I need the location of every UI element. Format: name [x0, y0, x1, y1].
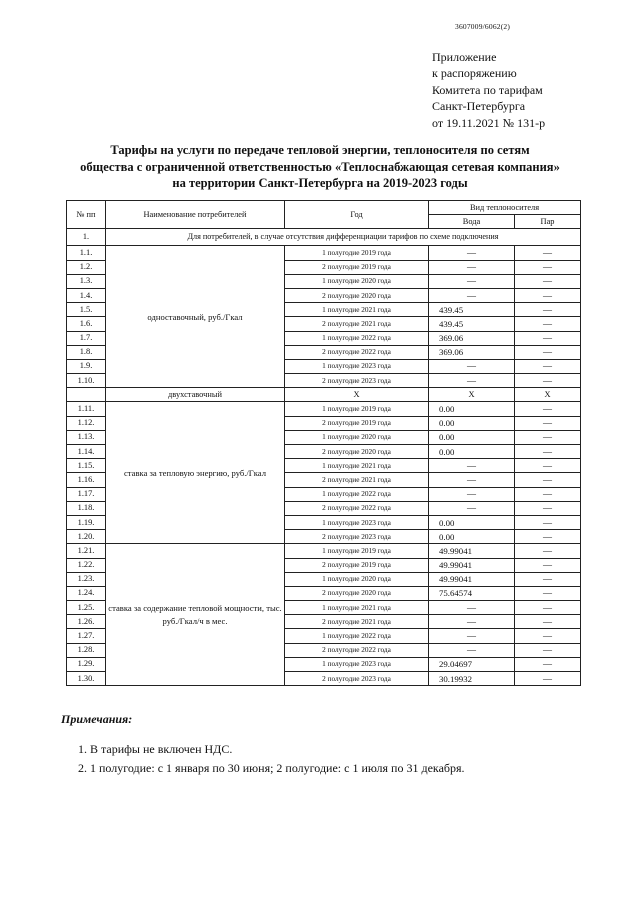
notes-list: [78, 740, 465, 777]
water-value: —: [429, 260, 515, 274]
period-cell: 2 полугодие 2022 года: [285, 345, 429, 359]
section-text: Для потребителей, в случае отсутствия дифференциации тарифов по схеме подключения: [106, 229, 581, 246]
row-number: 1.10.: [67, 374, 106, 388]
water-value: —: [429, 246, 515, 260]
steam-value: —: [515, 544, 581, 558]
row-number: 1.9.: [67, 359, 106, 373]
consumer-category: ставка за тепловую энергию, руб./Гкал: [106, 402, 285, 544]
water-value: 0.00: [429, 430, 515, 444]
steam-value: —: [515, 416, 581, 430]
steam-value: —: [515, 558, 581, 572]
water-value: 0.00: [429, 402, 515, 416]
water-value: 0.00: [429, 515, 515, 529]
steam-value: —: [515, 501, 581, 515]
water-value: —: [429, 643, 515, 657]
period-cell: 2 полугодие 2020 года: [285, 445, 429, 459]
water-value: —: [429, 359, 515, 373]
water-value: 30.19932: [429, 672, 515, 686]
period-cell: 2 полугодие 2022 года: [285, 501, 429, 515]
water-value: —: [429, 274, 515, 288]
section-num: 1.: [67, 229, 106, 246]
period-cell: 1 полугодие 2021 года: [285, 601, 429, 615]
consumer-category: одноставочный, руб./Гкал: [106, 246, 285, 388]
row-number: 1.8.: [67, 345, 106, 359]
steam-value: —: [515, 303, 581, 317]
water-value: 369.06: [429, 331, 515, 345]
period-cell: 2 полугодие 2023 года: [285, 530, 429, 544]
water-value: 369.06: [429, 345, 515, 359]
period-cell: 1 полугодие 2020 года: [285, 274, 429, 288]
steam-value: —: [515, 515, 581, 529]
document-id: 3607009/6062(2): [455, 22, 511, 31]
note-item: 1. В тарифы не включен НДС.: [78, 742, 233, 756]
period-cell: 1 полугодие 2019 года: [285, 246, 429, 260]
steam-value: —: [515, 487, 581, 501]
appendix-line: Приложение: [432, 50, 497, 64]
row-number: 1.11.: [67, 402, 106, 416]
steam-value: —: [515, 246, 581, 260]
period-cell: 2 полугодие 2021 года: [285, 615, 429, 629]
steam-value: —: [515, 260, 581, 274]
steam-value: —: [515, 643, 581, 657]
steam-value: —: [515, 331, 581, 345]
appendix-line: от 19.11.2021 № 131-р: [432, 115, 546, 130]
period-cell: 1 полугодие 2020 года: [285, 430, 429, 444]
row-number: 1.25.: [67, 601, 106, 615]
title-line: Тарифы на услуги по передаче тепловой энергии, теплоносителя по сетям: [110, 143, 530, 157]
header-num: № пп: [67, 201, 106, 229]
water-value: 0.00: [429, 530, 515, 544]
consumer-category: двухставочный: [106, 388, 285, 402]
steam-value: —: [515, 288, 581, 302]
water-value: 0.00: [429, 445, 515, 459]
row-number: 1.28.: [67, 643, 106, 657]
row-number: 1.18.: [67, 501, 106, 515]
water-value: 49.99041: [429, 544, 515, 558]
appendix-line: Комитета по тарифам: [432, 82, 543, 97]
note-item: 2. 1 полугодие: с 1 января по 30 июня; 2 полугодие: с 1 июля по 31 декабря.: [78, 760, 465, 775]
period-cell: 1 полугодие 2021 года: [285, 303, 429, 317]
water-value: 29.04697: [429, 657, 515, 671]
table-row: [67, 402, 581, 416]
steam-value: —: [515, 345, 581, 359]
section-row: [67, 229, 581, 246]
water-value: —: [429, 615, 515, 629]
document-title: [40, 142, 600, 192]
period-cell: 2 полугодие 2021 года: [285, 317, 429, 331]
period-cell: 2 полугодие 2019 года: [285, 416, 429, 430]
consumer-category: ставка за содержание тепловой мощности, тыс. руб./Гкал/ч в мес.: [106, 544, 285, 686]
row-number: 1.20.: [67, 530, 106, 544]
period-cell: 2 полугодие 2020 года: [285, 288, 429, 302]
water-value: —: [429, 629, 515, 643]
row-number: 1.7.: [67, 331, 106, 345]
water-value: —: [429, 459, 515, 473]
period-cell: 2 полугодие 2023 года: [285, 374, 429, 388]
steam-value: —: [515, 572, 581, 586]
steam-value: —: [515, 402, 581, 416]
two-rate-row: [67, 388, 581, 402]
water-value: —: [429, 487, 515, 501]
table-row: [67, 544, 581, 558]
period-cell: 1 полугодие 2023 года: [285, 657, 429, 671]
row-number: 1.19.: [67, 515, 106, 529]
row-number: 1.17.: [67, 487, 106, 501]
title-line: общества с ограниченной ответственностью «Теплоснабжающая сетевая компания»: [80, 159, 560, 174]
steam-value: —: [515, 445, 581, 459]
water-value: 439.45: [429, 303, 515, 317]
header-steam: Пар: [515, 215, 581, 229]
tariffs-table: [66, 200, 581, 686]
header-consumer: Наименование потребителей: [106, 201, 285, 229]
row-number: 1.2.: [67, 260, 106, 274]
steam-value: —: [515, 274, 581, 288]
water-value: —: [429, 473, 515, 487]
row-number: 1.21.: [67, 544, 106, 558]
row-number: 1.4.: [67, 288, 106, 302]
row-number: 1.29.: [67, 657, 106, 671]
period-cell: 2 полугодие 2022 года: [285, 643, 429, 657]
water-value: 439.45: [429, 317, 515, 331]
period-cell: 1 полугодие 2022 года: [285, 487, 429, 501]
row-number: 1.24.: [67, 586, 106, 600]
row-number: 1.5.: [67, 303, 106, 317]
water-value: —: [429, 601, 515, 615]
title-line: на территории Санкт-Петербурга на 2019-2023 годы: [172, 176, 468, 190]
steam-value: —: [515, 459, 581, 473]
header-carrier: Вид теплоносителя: [429, 201, 581, 215]
water-value: 49.99041: [429, 572, 515, 586]
water-value: 49.99041: [429, 558, 515, 572]
period-cell: 2 полугодие 2019 года: [285, 558, 429, 572]
row-number: 1.22.: [67, 558, 106, 572]
water-value: —: [429, 374, 515, 388]
row-number: 1.3.: [67, 274, 106, 288]
water-value: —: [429, 288, 515, 302]
water-value: —: [429, 501, 515, 515]
appendix-block: [432, 49, 545, 131]
row-number: 1.23.: [67, 572, 106, 586]
period-cell: 1 полугодие 2021 года: [285, 459, 429, 473]
period-cell: 1 полугодие 2020 года: [285, 572, 429, 586]
water-value: 0.00: [429, 416, 515, 430]
appendix-line: Санкт-Петербурга: [432, 99, 526, 114]
row-number: 1.6.: [67, 317, 106, 331]
steam-value: —: [515, 629, 581, 643]
row-number: 1.13.: [67, 430, 106, 444]
period-cell: 1 полугодие 2022 года: [285, 331, 429, 345]
period-cell: 2 полугодие 2020 года: [285, 586, 429, 600]
row-number: 1.26.: [67, 615, 106, 629]
steam-value: —: [515, 359, 581, 373]
header-year: Год: [285, 201, 429, 229]
period-cell: 1 полугодие 2023 года: [285, 359, 429, 373]
period-cell: 2 полугодие 2019 года: [285, 260, 429, 274]
steam-value: —: [515, 672, 581, 686]
period-cell: X: [285, 388, 429, 402]
row-number: 1.12.: [67, 416, 106, 430]
notes-title: Примечания:: [61, 712, 133, 726]
period-cell: 1 полугодие 2023 года: [285, 515, 429, 529]
steam-value: —: [515, 657, 581, 671]
row-number: 1.15.: [67, 459, 106, 473]
steam-value: —: [515, 586, 581, 600]
period-cell: 1 полугодие 2022 года: [285, 629, 429, 643]
steam-value: —: [515, 317, 581, 331]
header-water: Вода: [429, 215, 515, 229]
water-value: 75.64574: [429, 586, 515, 600]
steam-value: X: [515, 388, 581, 402]
row-number-empty: [67, 388, 106, 402]
water-value: X: [429, 388, 515, 402]
period-cell: 2 полугодие 2021 года: [285, 473, 429, 487]
row-number: 1.16.: [67, 473, 106, 487]
row-number: 1.14.: [67, 445, 106, 459]
steam-value: —: [515, 615, 581, 629]
table-row: [67, 246, 581, 260]
appendix-line: к распоряжению: [432, 66, 517, 81]
steam-value: —: [515, 374, 581, 388]
steam-value: —: [515, 430, 581, 444]
steam-value: —: [515, 530, 581, 544]
steam-value: —: [515, 601, 581, 615]
period-cell: 2 полугодие 2023 года: [285, 672, 429, 686]
row-number: 1.1.: [67, 246, 106, 260]
row-number: 1.27.: [67, 629, 106, 643]
period-cell: 1 полугодие 2019 года: [285, 402, 429, 416]
period-cell: 1 полугодие 2019 года: [285, 544, 429, 558]
row-number: 1.30.: [67, 672, 106, 686]
steam-value: —: [515, 473, 581, 487]
